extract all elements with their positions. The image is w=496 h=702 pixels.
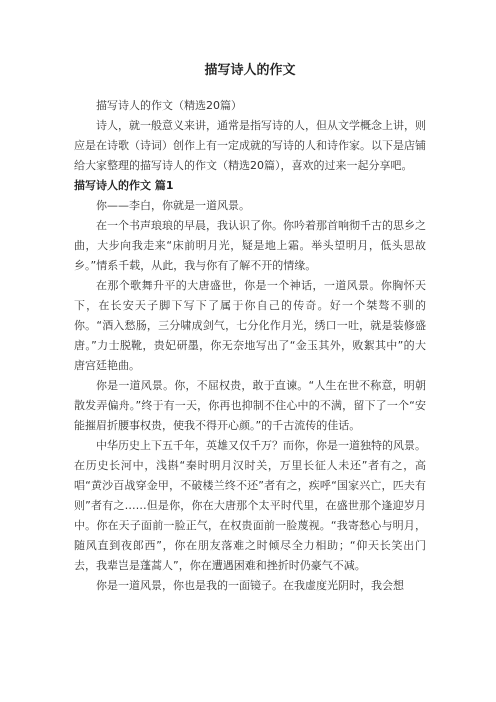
- intro-paragraph: 诗人，就一般意义来讲，通常是指写诗的人，但从文学概念上讲，则应是在诗歌（诗词）创作上有一定成就的写诗的人和诗作家。以下是店铺给大家整理的描写诗人的作文（精选20篇），喜欢的过来一起分享吧。: [74, 119, 426, 172]
- document-subtitle: 描写诗人的作文（精选20篇）: [96, 99, 242, 112]
- body-paragraph: 在一个书声琅琅的早晨，我认识了你。你吟着那首响彻千古的思乡之曲，大步向我走来“床前明月光，疑是地上霜。举头望明月，低头思故乡。”情系千载，从此，我与你有了解不开的情缘。: [74, 219, 426, 272]
- body-paragraph: 你——李白，你就是一道风景。: [96, 199, 250, 212]
- document-title: 描写诗人的作文: [204, 63, 296, 78]
- body-paragraph: 在那个歌舞升平的大唐盛世，你是一个神话，一道风景。你胸怀天下，在长安天子脚下写下了属于你自己的传奇。好一个桀骜不驯的你。“酒入愁肠，三分啸成剑气，七分化作月光，绣口一吐，就是装修盛唐。”力士脱靴，贵妃研墨，你无奈地写出了“金玉其外，败絮其中”的大唐宫廷艳曲。: [74, 279, 426, 372]
- body-paragraph: 中华历史上下五千年，英雄又仅千万？而你，你是一道独特的风景。在历史长河中，浅斟“秦时明月汉时关，万里长征人未还”者有之，高唱“黄沙百战穿金甲，不破楼兰终不还”者有之，疾呼“国家兴亡，匹夫有则”者有之……但是你，你在大唐那个太平时代里，在盛世那个逢迎岁月中。你在天子面前一脸正气，在权贵面前一脸蔑视。“我寄愁心与明月，随风直到夜郎西”，你在朋友落难之时倾尽全力相助；“仰天长笑出门去，我辈岂是蓬蒿人”，你在遭遇困难和挫折时仍豪气不减。: [74, 439, 426, 572]
- section-heading: 描写诗人的作文 篇1: [74, 179, 174, 192]
- body-paragraph: 你是一道风景。你，不屈权贵，敢于直谏。“人生在世不称意，明朝散发弄偏舟。”终于有一天，你再也抑制不住心中的不满，留下了一个“安能摧眉折腰事权贵，使我不得开心颜。”的千古流传的佳话。: [74, 379, 426, 432]
- body-paragraph: 你是一道风景，你也是我的一面镜子。在我虚度光阴时，我会想: [96, 579, 404, 592]
